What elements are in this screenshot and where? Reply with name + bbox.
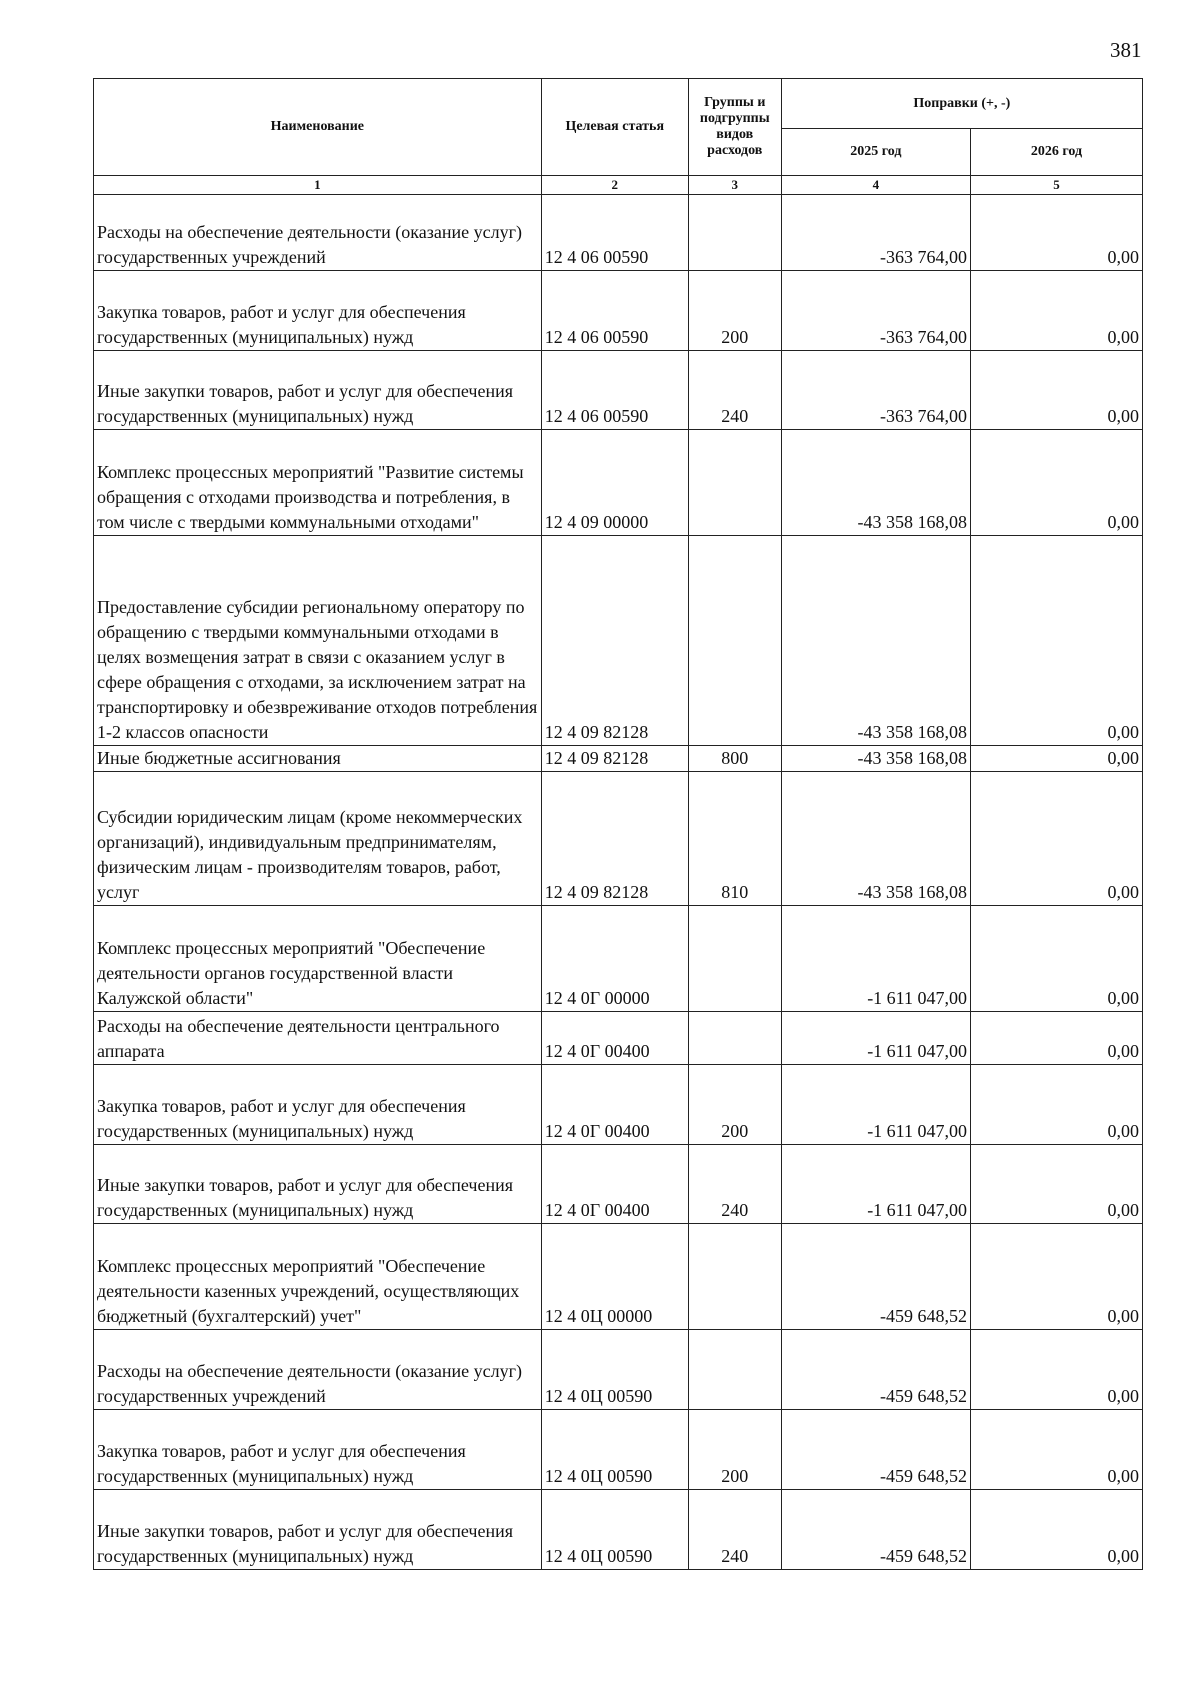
row-amount-2025: -459 648,52 bbox=[781, 1410, 970, 1490]
column-number: 1 bbox=[94, 176, 542, 195]
row-name: Иные закупки товаров, работ и услуг для обеспечения государственных (муниципальных) нужд bbox=[94, 1145, 542, 1224]
row-expense-group: 200 bbox=[688, 1410, 781, 1490]
row-target-article: 12 4 0Ц 00000 bbox=[541, 1224, 688, 1330]
row-target-article: 12 4 0Ц 00590 bbox=[541, 1490, 688, 1570]
row-amount-2025: -363 764,00 bbox=[781, 271, 970, 351]
row-target-article: 12 4 0Ц 00590 bbox=[541, 1330, 688, 1410]
row-name: Иные закупки товаров, работ и услуг для обеспечения государственных (муниципальных) нужд bbox=[94, 1490, 542, 1570]
row-target-article: 12 4 09 00000 bbox=[541, 430, 688, 536]
row-name: Расходы на обеспечение деятельности (оказание услуг) государственных учреждений bbox=[94, 195, 542, 271]
row-amount-2025: -43 358 168,08 bbox=[781, 772, 970, 906]
row-amount-2026: 0,00 bbox=[971, 772, 1143, 906]
table-row bbox=[94, 1224, 1143, 1330]
row-amount-2025: -459 648,52 bbox=[781, 1490, 970, 1570]
page-number: 381 bbox=[1110, 38, 1142, 62]
row-amount-2025: -1 611 047,00 bbox=[781, 1012, 970, 1065]
row-expense-group: 240 bbox=[688, 351, 781, 430]
table-row bbox=[94, 906, 1143, 1012]
row-amount-2026: 0,00 bbox=[971, 1065, 1143, 1145]
row-amount-2025: -43 358 168,08 bbox=[781, 430, 970, 536]
table-row bbox=[94, 195, 1143, 271]
row-amount-2026: 0,00 bbox=[971, 271, 1143, 351]
row-target-article: 12 4 0Ц 00590 bbox=[541, 1410, 688, 1490]
row-amount-2026: 0,00 bbox=[971, 1330, 1143, 1410]
row-amount-2026: 0,00 bbox=[971, 195, 1143, 271]
table-row bbox=[94, 1145, 1143, 1224]
row-name: Предоставление субсидии региональному оператору по обращению с твердыми коммунальными отходами в целях возмещения затрат в связи с оказанием услуг в сфере обращения с отходами, за исключением затрат на транспортировку и обезвреживание отходов потребления 1-2 классов опасности bbox=[94, 536, 542, 746]
row-amount-2026: 0,00 bbox=[971, 1145, 1143, 1224]
row-target-article: 12 4 0Г 00000 bbox=[541, 906, 688, 1012]
row-amount-2025: -43 358 168,08 bbox=[781, 536, 970, 746]
header-year-2025: 2025 год bbox=[781, 129, 970, 176]
header-year-2026: 2026 год bbox=[971, 129, 1143, 176]
row-name: Закупка товаров, работ и услуг для обеспечения государственных (муниципальных) нужд bbox=[94, 271, 542, 351]
budget-amendments-table bbox=[93, 78, 1143, 1570]
row-expense-group bbox=[688, 195, 781, 271]
row-amount-2025: -43 358 168,08 bbox=[781, 746, 970, 772]
row-expense-group: 800 bbox=[688, 746, 781, 772]
row-amount-2026: 0,00 bbox=[971, 1012, 1143, 1065]
table-row bbox=[94, 351, 1143, 430]
row-amount-2026: 0,00 bbox=[971, 1410, 1143, 1490]
row-target-article: 12 4 09 82128 bbox=[541, 772, 688, 906]
row-expense-group: 200 bbox=[688, 1065, 781, 1145]
table-row bbox=[94, 1490, 1143, 1570]
row-expense-group bbox=[688, 1012, 781, 1065]
row-target-article: 12 4 0Г 00400 bbox=[541, 1012, 688, 1065]
row-amount-2026: 0,00 bbox=[971, 351, 1143, 430]
table-row bbox=[94, 1330, 1143, 1410]
table-row bbox=[94, 772, 1143, 906]
row-name: Иные бюджетные ассигнования bbox=[94, 746, 542, 772]
column-number: 2 bbox=[541, 176, 688, 195]
row-name: Комплекс процессных мероприятий "Развитие системы обращения с отходами производства и потребления, в том числе с твердыми коммунальными отходами" bbox=[94, 430, 542, 536]
row-amount-2026: 0,00 bbox=[971, 1224, 1143, 1330]
row-expense-group bbox=[688, 1330, 781, 1410]
header-amendments: Поправки (+, -) bbox=[781, 79, 1142, 129]
row-target-article: 12 4 0Г 00400 bbox=[541, 1065, 688, 1145]
row-amount-2026: 0,00 bbox=[971, 430, 1143, 536]
row-expense-group bbox=[688, 536, 781, 746]
row-name: Закупка товаров, работ и услуг для обеспечения государственных (муниципальных) нужд bbox=[94, 1065, 542, 1145]
row-name: Расходы на обеспечение деятельности центрального аппарата bbox=[94, 1012, 542, 1065]
row-expense-group: 200 bbox=[688, 271, 781, 351]
row-name: Иные закупки товаров, работ и услуг для обеспечения государственных (муниципальных) нужд bbox=[94, 351, 542, 430]
row-name: Комплекс процессных мероприятий "Обеспечение деятельности органов государственной власти Калужской области" bbox=[94, 906, 542, 1012]
row-expense-group bbox=[688, 1224, 781, 1330]
row-target-article: 12 4 09 82128 bbox=[541, 536, 688, 746]
table-row bbox=[94, 1012, 1143, 1065]
table-row bbox=[94, 1410, 1143, 1490]
row-amount-2026: 0,00 bbox=[971, 536, 1143, 746]
row-amount-2025: -363 764,00 bbox=[781, 351, 970, 430]
row-target-article: 12 4 0Г 00400 bbox=[541, 1145, 688, 1224]
header-expense-groups: Группы и подгруппы видов расходов bbox=[688, 79, 781, 176]
row-amount-2025: -363 764,00 bbox=[781, 195, 970, 271]
row-name: Закупка товаров, работ и услуг для обеспечения государственных (муниципальных) нужд bbox=[94, 1410, 542, 1490]
row-expense-group bbox=[688, 430, 781, 536]
column-number: 4 bbox=[781, 176, 970, 195]
table-row bbox=[94, 271, 1143, 351]
row-amount-2025: -459 648,52 bbox=[781, 1330, 970, 1410]
table-row bbox=[94, 1065, 1143, 1145]
row-expense-group bbox=[688, 906, 781, 1012]
row-target-article: 12 4 09 82128 bbox=[541, 746, 688, 772]
column-number: 5 bbox=[971, 176, 1143, 195]
row-amount-2026: 0,00 bbox=[971, 906, 1143, 1012]
row-target-article: 12 4 06 00590 bbox=[541, 271, 688, 351]
row-name: Субсидии юридическим лицам (кроме некоммерческих организаций), индивидуальным предпринимателям, физическим лицам - производителям товаров, работ, услуг bbox=[94, 772, 542, 906]
row-expense-group: 240 bbox=[688, 1490, 781, 1570]
row-target-article: 12 4 06 00590 bbox=[541, 195, 688, 271]
table-row bbox=[94, 536, 1143, 746]
row-expense-group: 810 bbox=[688, 772, 781, 906]
row-amount-2025: -1 611 047,00 bbox=[781, 1145, 970, 1224]
row-name: Комплекс процессных мероприятий "Обеспечение деятельности казенных учреждений, осуществляющих бюджетный (бухгалтерский) учет" bbox=[94, 1224, 542, 1330]
row-amount-2026: 0,00 bbox=[971, 1490, 1143, 1570]
header-target-article: Целевая статья bbox=[541, 79, 688, 176]
table-row bbox=[94, 430, 1143, 536]
row-target-article: 12 4 06 00590 bbox=[541, 351, 688, 430]
row-amount-2026: 0,00 bbox=[971, 746, 1143, 772]
row-amount-2025: -1 611 047,00 bbox=[781, 906, 970, 1012]
column-number: 3 bbox=[688, 176, 781, 195]
table-row bbox=[94, 746, 1143, 772]
row-name: Расходы на обеспечение деятельности (оказание услуг) государственных учреждений bbox=[94, 1330, 542, 1410]
row-amount-2025: -1 611 047,00 bbox=[781, 1065, 970, 1145]
header-name: Наименование bbox=[94, 79, 542, 176]
row-expense-group: 240 bbox=[688, 1145, 781, 1224]
row-amount-2025: -459 648,52 bbox=[781, 1224, 970, 1330]
